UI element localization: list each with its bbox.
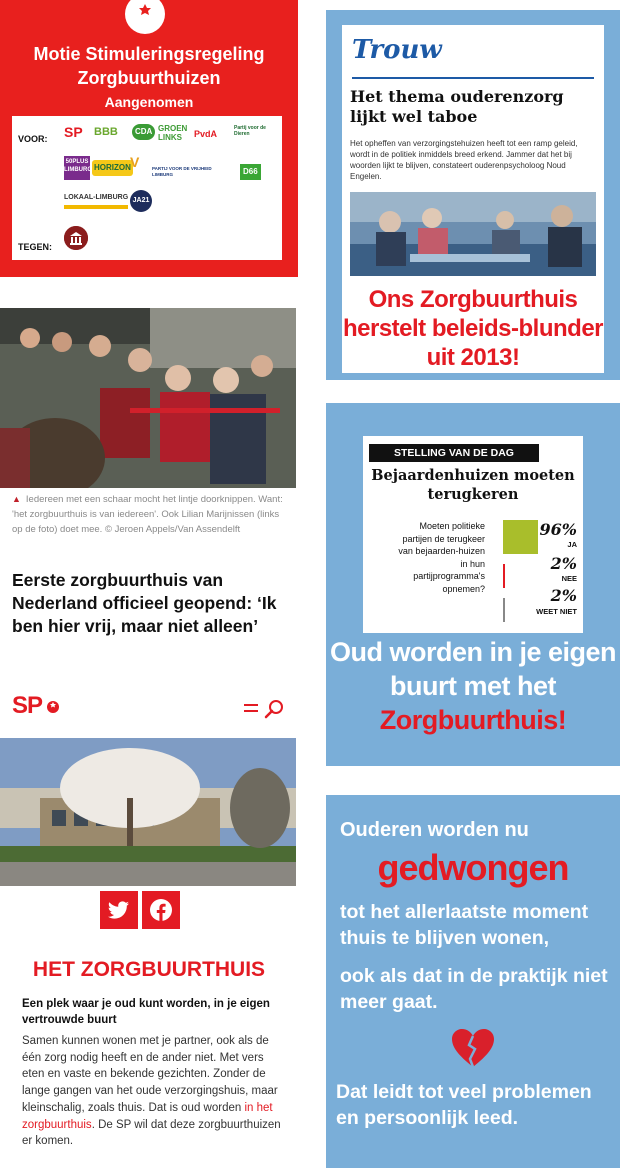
groenlinks-party-logo: GROEN LINKS <box>158 124 188 142</box>
search-icon[interactable] <box>264 699 284 719</box>
photo-caption-text: Iedereen met een schaar mocht het lintje doorknippen. Want: 'het zorgbuurthuis is van iedereen'. Ook Lilian Marijnissen (links op de foto) doet mee. © Jeroen Appels/Van Assendelft <box>12 494 283 535</box>
newspaper-lead: Het opheffen van verzorgingstehuizen heeft tot een ramp geleid, wordt in de politiek inmiddels breed erkend. Jammer dat het bij woorden lijkt te blijven, constateert ouderenpsycholoog Noud Engelen. <box>350 139 578 181</box>
sp-tomato-icon <box>120 0 170 36</box>
sp-logo-text: SP <box>12 692 42 719</box>
horizon-party-logo: HORIZON <box>92 160 133 176</box>
sp-party-logo: SP <box>64 124 83 140</box>
trouw-overlay-slogan: Ons Zorgbuurthuis herstelt beleids-blunder uit 2013! <box>342 286 604 371</box>
stelling-panel <box>326 403 620 766</box>
ouderen-line-4: ook als dat in de praktijk niet meer gaat. <box>340 965 608 1013</box>
trouw-masthead: Trouw <box>352 35 442 65</box>
poll-bar-weet-niet <box>503 598 505 622</box>
motion-title: Motie Stimuleringsregeling Zorgbuurthuizen <box>33 44 265 88</box>
ribbon-cutting-photo <box>0 308 296 488</box>
hamburger-menu-icon[interactable] <box>244 702 258 714</box>
zorgbuurthuis-building-photo <box>0 738 296 886</box>
zorgbuurthuis-body <box>22 1033 282 1150</box>
motion-panel <box>0 0 298 277</box>
pvv-limburg-party-logo: PARTIJ VOOR DE VRIJHEID LIMBURG <box>152 166 212 177</box>
poll-pct-ja: 96% <box>539 520 577 539</box>
pvdd-party-logo: Partij voor de Dieren <box>234 125 266 137</box>
poll-label-nee: NEE <box>561 574 577 583</box>
tegen-label: TEGEN: <box>18 242 53 252</box>
ouderen-highlight: gedwongen <box>377 847 569 888</box>
broken-heart-icon <box>450 1027 496 1069</box>
fvd-building-icon <box>64 226 88 250</box>
ouderen-line-3: tot het allerlaatste moment thuis te blijven wonen, <box>340 901 589 949</box>
zorgbuurthuis-subheading: Een plek waar je oud kunt worden, in je eigen vertrouwde buurt <box>22 998 270 1026</box>
elderly-people-photo <box>350 192 596 276</box>
poll-card <box>363 436 583 633</box>
twitter-share-button[interactable] <box>100 891 138 929</box>
body-text-start: Samen kunnen wonen met je partner, ook als de één zorg nodig heeft en de ander niet. Met vers eten en vaste en bekende gezichten. Zonder de lange gangen van het oude verzorgingshuis, maar kleinschalig, zoals thuis. Dat is oud worden <box>22 1035 278 1114</box>
d66-party-logo: D66 <box>240 164 261 180</box>
poll-label-ja: JA <box>567 540 577 549</box>
vote-card <box>12 116 282 260</box>
zorgbuurthuis-link[interactable]: in het zorgbuurthuis <box>22 1101 273 1131</box>
article-title[interactable]: Eerste zorgbuurthuis van Nederland officieel geopend: ‘Ik ben hier vrij, maar niet alleen’ <box>12 570 277 636</box>
slogan-highlight: Zorgbuurthuis! <box>379 705 567 735</box>
trouw-panel <box>326 10 620 380</box>
poll-bar-nee <box>503 564 505 588</box>
voor-label: VOOR: <box>18 134 48 144</box>
sp-site-logo[interactable] <box>12 692 60 720</box>
newspaper-clipping <box>342 25 604 373</box>
pvv-party-logo: V <box>130 154 140 170</box>
photo-caption <box>12 492 292 537</box>
ouderen-line-1: Ouderen worden nu <box>340 819 529 841</box>
poll-statement: Bejaardenhuizen moeten terugkeren <box>371 467 575 503</box>
facebook-share-button[interactable] <box>142 891 180 929</box>
poll-label-weet-niet: WEET NIET <box>536 607 577 616</box>
facebook-icon <box>142 891 180 929</box>
bbb-party-logo: BBB <box>94 126 118 138</box>
zorgbuurthuis-heading: HET ZORGBUURTHUIS <box>32 958 266 981</box>
poll-pct-weet-niet: 2% <box>550 586 577 605</box>
caption-triangle-icon: ▲ <box>12 494 21 504</box>
lokaal-limburg-party-logo: LOKAAL-LIMBURG <box>64 192 128 209</box>
slogan-text: Oud worden in je eigen buurt met het <box>329 637 617 701</box>
masthead-divider <box>352 77 594 79</box>
newspaper-headline: Het thema ouderenzorg lijkt wel taboe <box>350 87 564 126</box>
ouderen-line-5: Dat leidt tot veel problemen en persoonlijk leed. <box>336 1081 592 1129</box>
twitter-icon <box>100 891 138 929</box>
poll-pct-nee: 2% <box>550 554 577 573</box>
stelling-slogan <box>326 635 620 737</box>
pvda-party-logo: PvdA <box>194 129 218 139</box>
cda-party-logo: CDA <box>132 124 155 140</box>
sp-tomato-small-icon <box>46 700 60 714</box>
body-text-end: . De SP wil dat deze zorgbuurthuizen er komen. <box>22 1118 281 1148</box>
poll-question: Moeten politieke partijen de terugkeer van bejaarden-huizen in hun partijprogramma's opnemen? <box>398 521 485 594</box>
50plus-party-logo: 50PLUS LIMBURG <box>64 156 90 180</box>
ouderen-panel <box>326 795 620 1168</box>
poll-banner: STELLING VAN DE DAG <box>369 444 539 462</box>
ja21-party-logo: JA21 <box>130 190 152 212</box>
fvd-party-logo <box>64 226 88 250</box>
motion-status: Aangenomen <box>104 94 194 110</box>
